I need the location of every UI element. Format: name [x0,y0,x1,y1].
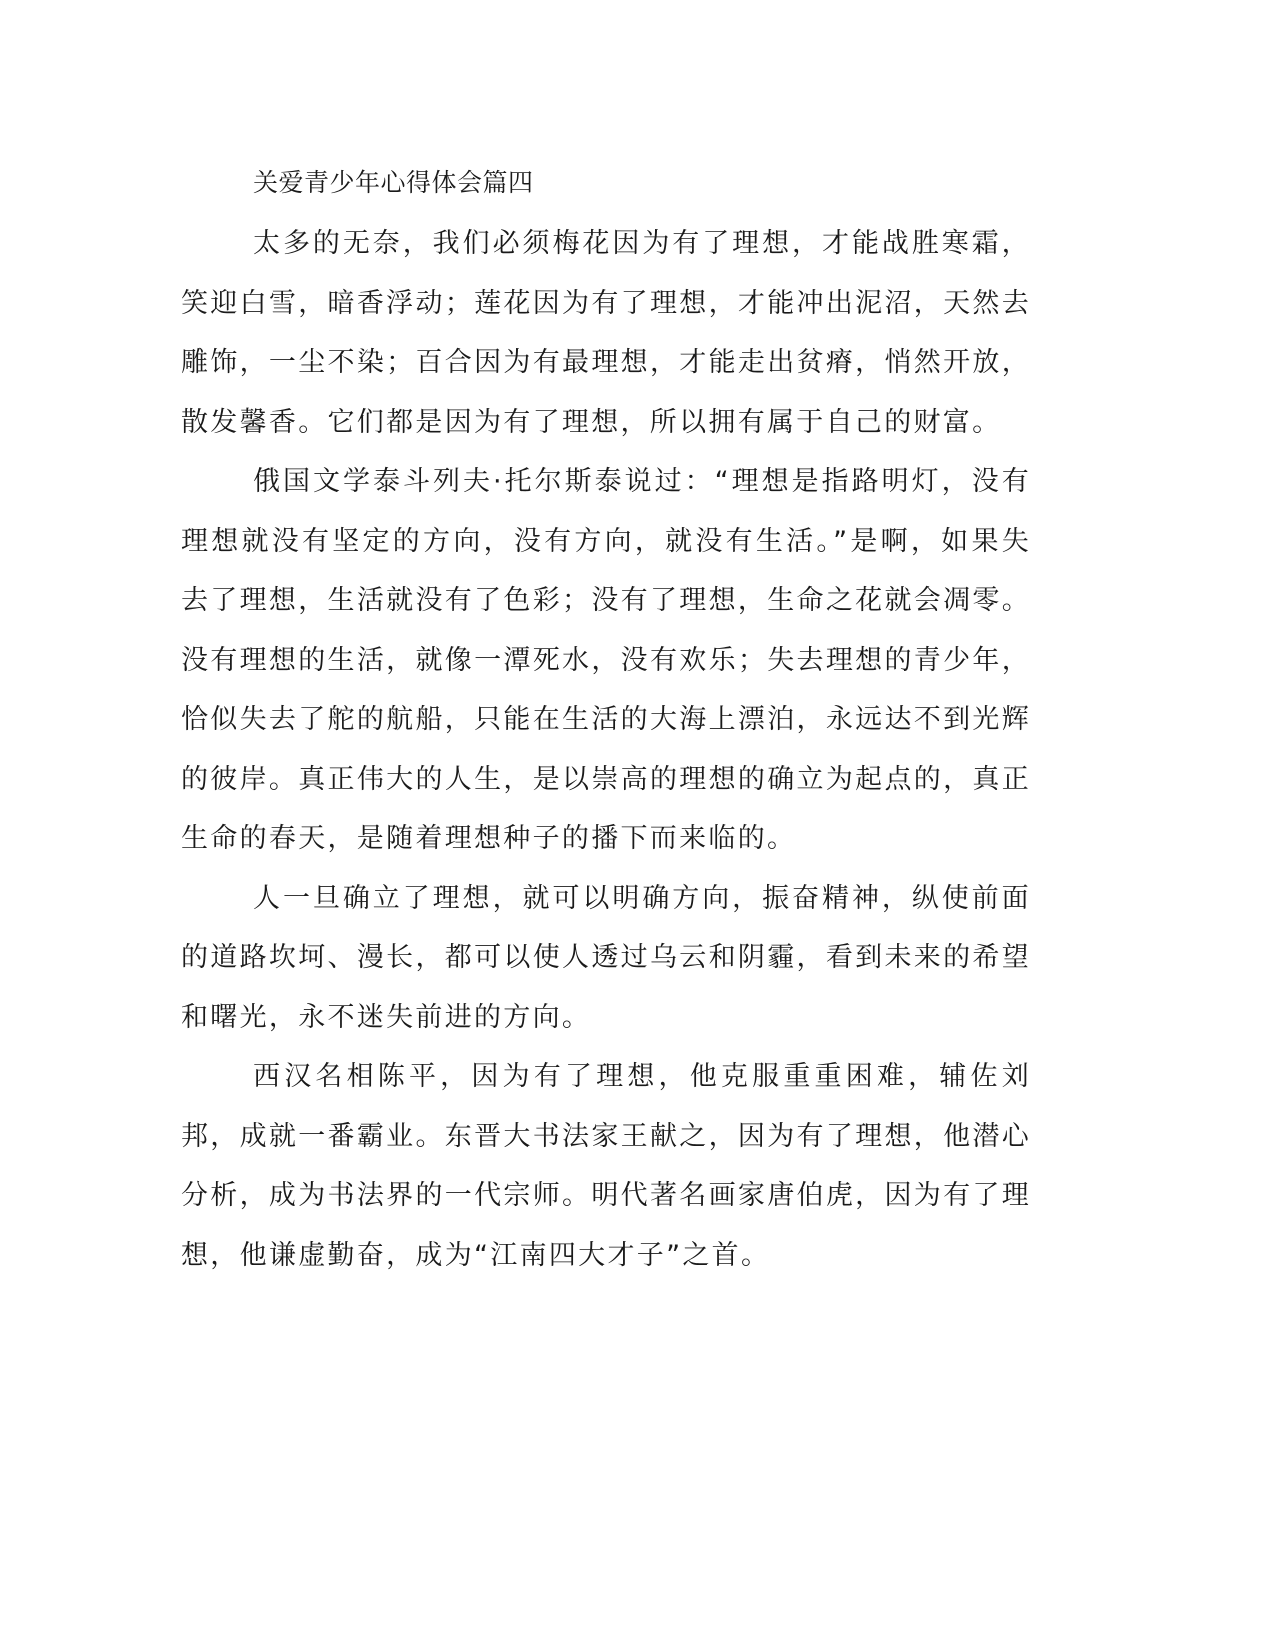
paragraph-2: 俄国文学泰斗列夫·托尔斯泰说过：“理想是指路明灯，没有理想就没有坚定的方向，没有方向，就没有生活。”是啊，如果失去了理想，生活就没有了色彩；没有了理想，生命之花就会凋零。没有理想的生活，就像一潭死水，没有欢乐；失去理想的青少年，恰似失去了舵的航船，只能在生活的大海上漂泊，永远达不到光辉的彼岸。真正伟大的人生，是以崇高的理想的确立为起点的，真正生命的春天，是随着理想种子的播下而来临的。 [181,466,1031,854]
document-body [181,162,1031,1285]
paragraph-3: 人一旦确立了理想，就可以明确方向，振奋精神，纵使前面的道路坎坷、漫长，都可以使人透过乌云和阴霾，看到未来的希望和曙光，永不迷失前进的方向。 [181,882,1031,1033]
paragraph-1: 太多的无奈，我们必须梅花因为有了理想，才能战胜寒霜，笑迎白雪，暗香浮动；莲花因为有了理想，才能冲出泥沼，天然去雕饰，一尘不染；百合因为有最理想，才能走出贫瘠，悄然开放，散发馨香。它们都是因为有了理想，所以拥有属于自己的财富。 [181,228,1031,438]
paragraph-4: 西汉名相陈平，因为有了理想，他克服重重困难，辅佐刘邦，成就一番霸业。东晋大书法家王献之，因为有了理想，他潜心分析，成为书法界的一代宗师。明代著名画家唐伯虎，因为有了理想，他谦虚勤奋，成为“江南四大才子”之首。 [181,1061,1031,1271]
document-title: 关爱青少年心得体会篇四 [253,168,534,197]
